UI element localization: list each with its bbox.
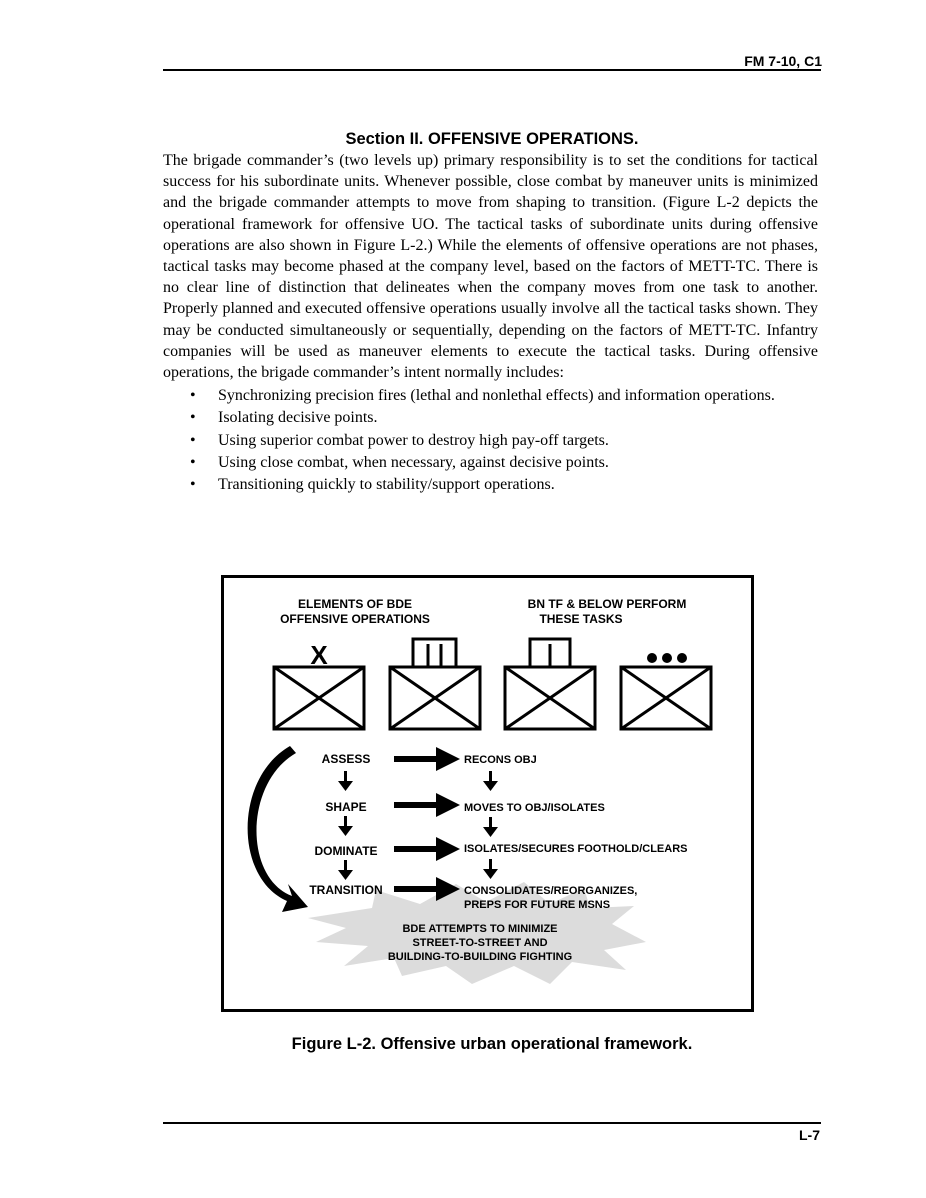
right-down-arrows bbox=[483, 771, 498, 879]
body-text bbox=[163, 150, 818, 496]
brigade-echelon-label: X bbox=[310, 640, 328, 670]
left-heading-line2: OFFENSIVE OPERATIONS bbox=[280, 612, 430, 626]
section-title: Section II. OFFENSIVE OPERATIONS. bbox=[345, 130, 639, 148]
right-heading-line2: THESE TASKS bbox=[539, 612, 623, 626]
burst-line2: STREET-TO-STREET AND bbox=[412, 937, 548, 949]
platoon-symbol-icon bbox=[621, 653, 711, 729]
list-item: • Synchronizing precision fires (lethal and nonlethal effects) and information operations. bbox=[163, 385, 818, 406]
task-preps: PREPS FOR FUTURE MSNS bbox=[464, 899, 611, 911]
brigade-symbol-icon bbox=[274, 667, 364, 729]
sweep-arrow-icon bbox=[248, 746, 308, 912]
figure-frame bbox=[221, 575, 754, 1012]
intro-paragraph: The brigade commander’s (two levels up) primary responsibility is to set the conditions for tactical success for his subordinate units. Whenever possible, close combat by maneuver units is minimized and the brigade commander attempts to move from shaping to transition. (Figure L-2 depicts the operational framework for offensive UO. The tactical tasks of subordinate units during offensive operations are also shown in Figure L-2.) While the elements of offensive operations are not phases, tactical tasks may become phased at the company level, based on the factors of METT-TC. There is no clear line of distinction that delineates when the company moves from one task to another. Properly planned and executed offensive operations usually involve all the tactical tasks shown. They may be conducted simultaneously or sequentially, depending on the factors of METT-TC. Infantry companies will be used as maneuver elements to execute the tactical tasks. During offensive operations, the brigade commander’s intent normally includes: bbox=[163, 152, 818, 382]
task-moves: MOVES TO OBJ/ISOLATES bbox=[464, 802, 605, 814]
intent-list bbox=[163, 385, 818, 495]
list-item: • Isolating decisive points. bbox=[163, 407, 818, 428]
list-item: • Using close combat, when necessary, against decisive points. bbox=[163, 452, 818, 473]
page-number: L-7 bbox=[799, 1127, 820, 1143]
element-transition: TRANSITION bbox=[309, 883, 383, 897]
task-recons: RECONS OBJ bbox=[464, 754, 537, 766]
burst-line3: BUILDING-TO-BUILDING FIGHTING bbox=[387, 951, 573, 963]
element-shape: SHAPE bbox=[325, 800, 367, 814]
footer-rule bbox=[163, 1122, 821, 1124]
left-heading-line1: ELEMENTS OF BDE bbox=[297, 597, 413, 611]
right-arrows bbox=[394, 747, 460, 901]
right-heading-line1: BN TF & BELOW PERFORM bbox=[527, 597, 687, 611]
battalion-symbol-icon bbox=[390, 639, 480, 729]
list-item: • Transitioning quickly to stability/support operations. bbox=[163, 474, 818, 495]
left-down-arrows bbox=[338, 771, 353, 880]
company-symbol-icon bbox=[505, 639, 595, 729]
list-item: • Using superior combat power to destroy high pay-off targets. bbox=[163, 430, 818, 451]
running-header: FM 7-10, C1 bbox=[744, 53, 822, 69]
figure-caption: Figure L-2. Offensive urban operational framework. bbox=[291, 1035, 693, 1053]
task-consolidates: CONSOLIDATES/REORGANIZES, bbox=[464, 885, 638, 897]
header-rule bbox=[163, 69, 821, 71]
element-dominate: DOMINATE bbox=[314, 844, 378, 858]
framework-diagram bbox=[224, 578, 751, 1009]
burst-line1: BDE ATTEMPTS TO MINIMIZE bbox=[402, 923, 558, 935]
element-assess: ASSESS bbox=[321, 752, 371, 766]
task-isolates: ISOLATES/SECURES FOOTHOLD/CLEARS bbox=[464, 843, 688, 855]
